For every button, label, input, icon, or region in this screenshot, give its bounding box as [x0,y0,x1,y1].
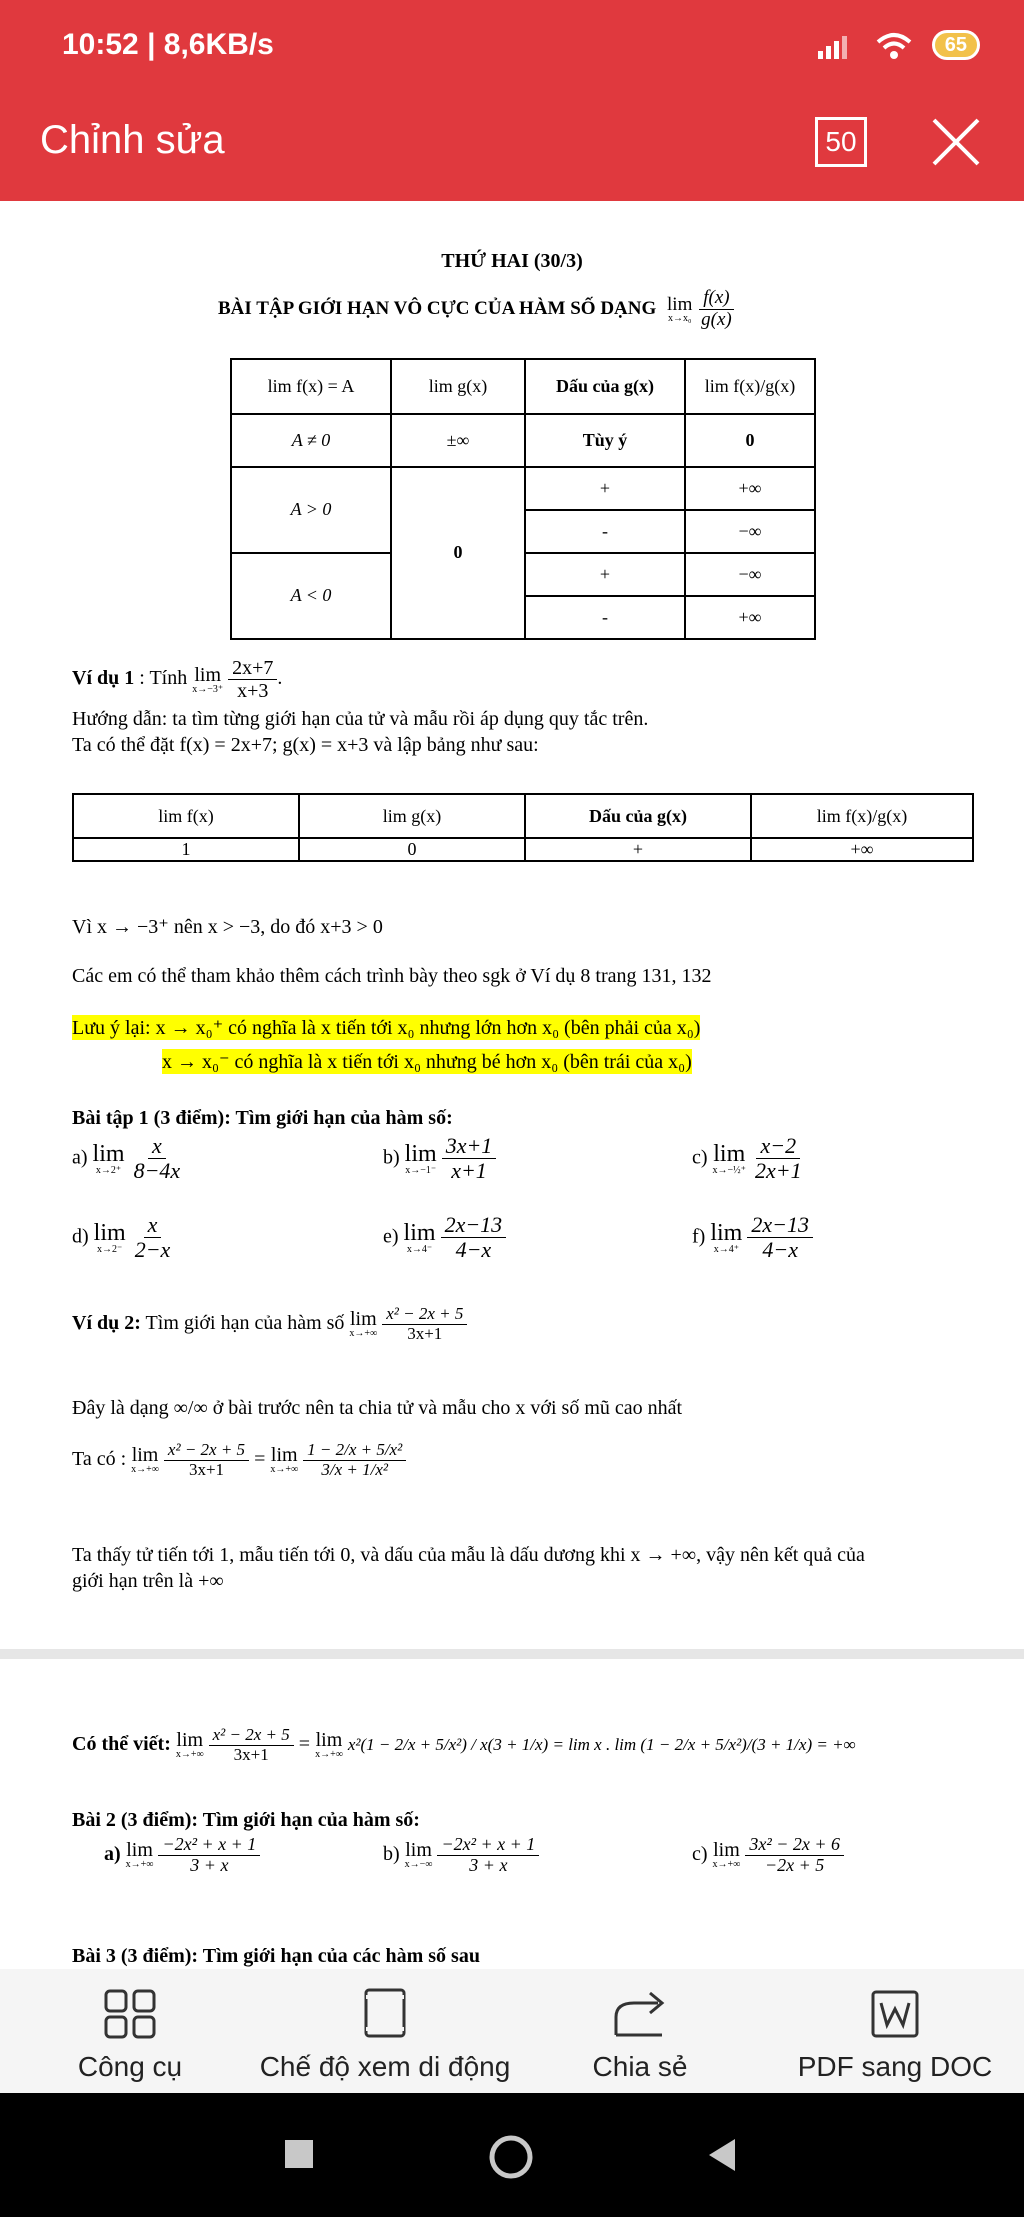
exercise-2-a [104,1835,260,1876]
conclusion-line-1: Ta thấy tử tiến tới 1, mẫu tiến tới 0, và dấu của mẫu là dấu dương khi x → +∞, vậy nên kết quả của [72,1544,865,1566]
t1-r1c4: 0 [685,414,815,467]
example-1-label: Ví dụ 1 [72,667,135,690]
share-icon [612,1989,668,2039]
page-separator [0,1649,1024,1659]
t1-r1c3: Tùy ý [525,414,685,467]
fraction: $\frac{\text{−2x² + x + 1}}{3 + x}$ [158,1835,260,1876]
recent-apps-icon[interactable] [283,2138,315,2170]
lim-symbol: lim x→+∞ [315,1729,343,1761]
document-page [0,201,1024,1969]
status-time: 10:52 | 8,6KB/s [62,28,274,61]
doc-heading [218,288,736,331]
share-label: Chia sẻ [592,2051,688,2082]
t2-h4: lim f(x)/g(x) [751,794,973,838]
doc-heading-text: BÀI TẬP GIỚI HẠN VÔ CỰC CỦA HÀM SỐ DẠNG [218,297,657,319]
t1-h1: lim f(x) = A [231,359,391,414]
fraction: $\frac{3x+1}{x+1}$ [442,1134,497,1183]
t1-h3: Dấu của g(x) [525,359,685,414]
taco-line: Ta có : lim x→+∞ $\frac{\text{x² − 2x + 5}}{3x+1}$ = lim x→+∞ $\frac{\text{1 − 2/x + 5/x²}}{\text{3/x + 1/x²}}$ [72,1441,406,1479]
taco-label: Ta có : [72,1447,127,1470]
page-title: Chỉnh sửa [40,118,225,162]
lim-symbol: lim x→−3⁺ [192,663,224,695]
lim-symbol: lim x→x₀ [667,293,693,324]
fraction: $\frac{\text{1 − 2/x + 5/x²}}{\text{3/x + 1/x²}}$ [303,1441,406,1479]
page-count-button[interactable]: 50 [815,117,867,167]
tools-grid-icon [102,1989,158,2039]
alt-writing: Có thể viết: lim x→+∞ $\frac{\text{x² − 2x + 5}}{3x+1}$ = lim x→+∞ x²(1 − 2/x + 5/x²) / x(3 + 1/x) = lim x . lim (1 − 2/x + 5/x²)/(3 + 1/x) = +∞ [72,1725,856,1764]
t2-c3: + [525,838,751,861]
lim-symbol: lim x→+∞ [125,1839,154,1871]
exercise-1-e [383,1213,506,1262]
example-2-text: Tìm giới hạn của hàm số [145,1311,345,1334]
lim-symbol: lim x→4⁻ [403,1219,436,1255]
example-1-fraction [228,657,277,702]
t1-r1c1: A ≠ 0 [231,414,391,467]
example-1: Ví dụ 1 : Tính lim x→−3⁺ $\frac{2x+7}{x+3}$ . [72,657,283,702]
home-icon[interactable] [487,2133,535,2181]
lim-symbol: lim x→2⁻ [93,1219,126,1255]
exercise-1-c [692,1134,806,1183]
lim-symbol: lim x→+∞ [131,1444,159,1476]
lim-symbol: lim x→−∞ [404,1839,433,1871]
mobile-view-button[interactable] [240,1969,530,2093]
tools-button[interactable] [50,1969,210,2093]
fraction: $\frac{\text{−2x² + x + 1}}{3 + x}$ [437,1835,539,1876]
t2-c4: +∞ [751,838,973,861]
lim-symbol: lim x→+∞ [270,1444,299,1476]
t1-aneg: A < 0 [231,553,391,639]
fraction: $\frac{\text{x² − 2x + 5}}{3x+1}$ [209,1726,294,1764]
exercise-2-title: Bài 2 (3 điểm): Tìm giới hạn của hàm số: [72,1809,420,1831]
item-label: e) [383,1225,399,1248]
item-label: a) [72,1146,88,1169]
item-label: c) [692,1842,708,1865]
t1-sign-2: - [525,510,685,553]
t2-c1: 1 [73,838,299,861]
fraction: $\frac{x}{2-x}$ [134,1212,171,1263]
share-button[interactable] [560,1969,720,2093]
fraction: $\frac{\text{3x² − 2x + 6}}{-2x + 5}$ [745,1835,844,1876]
lim-symbol: lim x→+∞ [349,1308,378,1340]
ex1-num: 2x+7 [228,657,277,680]
t1-res-3: −∞ [685,553,815,596]
note-line-1: Lưu ý lại: x → x₀⁺ có nghĩa là x tiến tới x₀ nhưng lớn hơn x₀ (bên phải của x₀) [72,1017,701,1039]
alt-writing-label: Có thể viết: [72,1732,171,1755]
item-label: b) [383,1842,400,1865]
lim-symbol: lim x→4⁺ [710,1219,743,1255]
word-doc-icon [870,1989,920,2039]
alt-expression: x²(1 − 2/x + 5/x²) / x(3 + 1/x) = lim x . lim (1 − 2/x + 5/x²)/(3 + 1/x) = +∞ [347,1734,856,1754]
signal-icon [816,31,856,59]
exercise-2-c [692,1835,844,1876]
lim-symbol: lim x→−½⁺ [712,1140,746,1176]
fraction: $\frac{x-2}{2x+1}$ [754,1133,802,1184]
exercise-1-d [72,1213,174,1262]
t1-res-1: +∞ [685,467,815,510]
lim-symbol: lim x→+∞ [175,1729,204,1761]
close-icon[interactable] [928,114,984,170]
item-label: c) [692,1146,708,1169]
wifi-icon [874,30,914,60]
example-2-label: Ví dụ 2: [72,1311,141,1334]
note-line-2: x → x₀⁻ có nghĩa là x tiến tới x₀ nhưng bé hơn x₀ (bên trái của x₀) [162,1051,692,1073]
item-label: d) [72,1225,89,1248]
setup-text: Ta có thể đặt f(x) = 2x+7; g(x) = x+3 và lập bảng như sau: [72,734,539,756]
t1-sign-3: + [525,553,685,596]
exercise-3-title: Bài 3 (3 điểm): Tìm giới hạn của các hàm số sau [72,1945,480,1967]
t1-h4: lim f(x)/g(x) [685,359,815,414]
rule-table [230,358,816,640]
pdf-to-doc-label: PDF sang DOC [797,2051,993,2082]
tools-label: Công cụ [77,2051,183,2082]
doc-day: THỨ HAI (30/3) [441,250,583,272]
example-1-text: : Tính [139,667,188,690]
item-label: f) [692,1225,706,1248]
battery-icon: 65 [932,30,980,60]
ex1-den: x+3 [237,680,269,702]
example-2 [72,1305,467,1343]
t1-apos: A > 0 [231,467,391,553]
status-icons [816,30,980,60]
t1-res-2: −∞ [685,510,815,553]
t2-h3: Dấu của g(x) [525,794,751,838]
toolbar [0,100,1024,200]
item-label: b) [383,1146,400,1169]
pdf-to-doc-button[interactable] [780,1969,1010,2093]
exercise-1-title: Bài tập 1 (3 điểm): Tìm giới hạn của hàm số: [72,1107,453,1129]
t1-sign-4: - [525,596,685,639]
example-2-fraction: $\frac{\text{x² − 2x + 5}}{3x+1}$ [382,1305,467,1343]
mobile-view-icon [362,1987,408,2039]
t2-c2: 0 [299,838,525,861]
app-bar [0,0,1024,201]
fraction: $\frac{\text{x² − 2x + 5}}{3x+1}$ [164,1441,249,1479]
t1-sign-1: + [525,467,685,510]
t1-h2: lim g(x) [391,359,525,414]
bottom-action-bar [0,1969,1024,2093]
status-bar [0,0,1024,96]
t1-res-4: +∞ [685,596,815,639]
exercise-1-f [692,1213,813,1262]
lim-symbol: lim x→+∞ [712,1839,741,1871]
lim-symbol: lim x→−1⁻ [404,1140,437,1176]
fraction: $\frac{2x-13}{4-x}$ [441,1213,507,1262]
because-text: Vì x → −3⁺ nên x > −3, do đó x+3 > 0 [72,916,383,938]
fraction: $\frac{2x-13}{4-x}$ [747,1213,813,1262]
item-label: a) [104,1842,121,1865]
exercise-1-b [383,1134,496,1183]
back-icon[interactable] [705,2137,739,2173]
heading-fraction: $\frac{f(x)}{g(x)}$ [701,287,732,330]
exercise-1-a [72,1134,184,1183]
t1-r1c2: ±∞ [391,414,525,467]
t1-zero: 0 [391,467,525,639]
fraction: $\frac{x}{8-4x}$ [133,1133,181,1184]
example-table [72,793,974,862]
t2-h1: lim f(x) [73,794,299,838]
exercise-2-b [383,1835,539,1876]
system-nav-bar [0,2093,1024,2217]
lim-symbol: lim x→2⁺ [92,1140,125,1176]
mobile-view-label: Chế độ xem di động [259,2051,511,2082]
reference-text: Các em có thể tham khảo thêm cách trình bày theo sgk ở Ví dụ 8 trang 131, 132 [72,965,712,987]
conclusion-line-2: giới hạn trên là +∞ [72,1570,224,1592]
form-text: Đây là dạng ∞/∞ ở bài trước nên ta chia tử và mẫu cho x với số mũ cao nhất [72,1397,683,1419]
t2-h2: lim g(x) [299,794,525,838]
guide-text: Hướng dẫn: ta tìm từng giới hạn của tử và mẫu rồi áp dụng quy tắc trên. [72,708,649,730]
